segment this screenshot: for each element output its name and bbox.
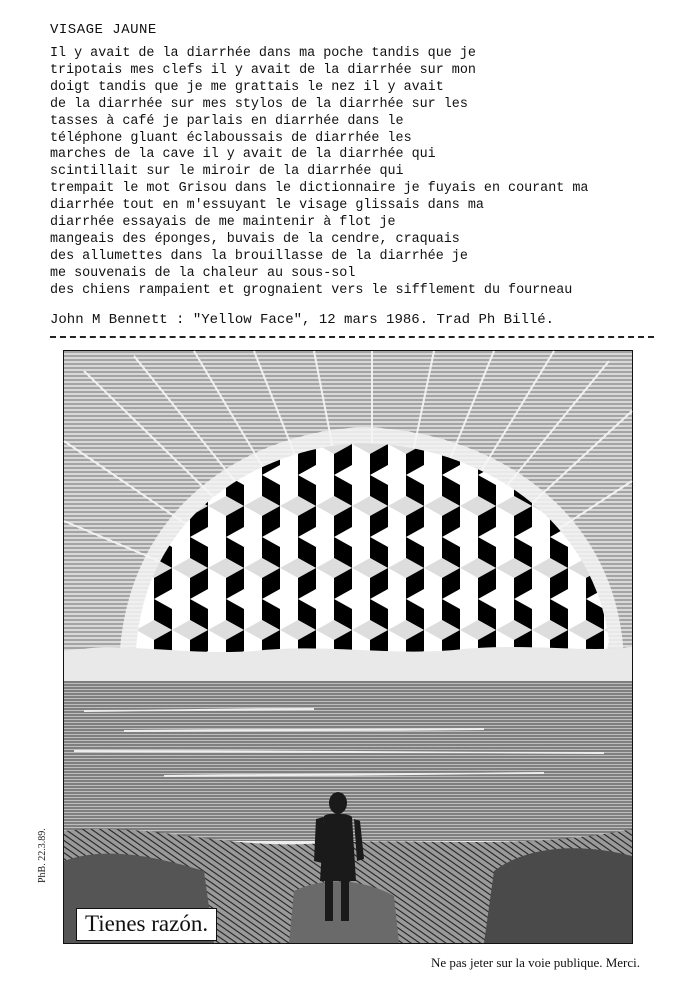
poem-line: Il y avait de la diarrhée dans ma poche tandis que je (50, 46, 476, 61)
poem-line: tasses à café je parlais en diarrhée dans le (50, 113, 404, 129)
poem-body (50, 46, 670, 300)
poem-line: de la diarrhée sur mes stylos de la diarrhée sur les (50, 96, 468, 112)
poem-line: des allumettes dans la brouillasse de la diarrhée je (50, 248, 468, 264)
collage-illustration (37, 350, 633, 944)
poem-line: diarrhée essayais de me maintenir à flot je (50, 215, 396, 231)
poem-line: doigt tandis que je me grattais le nez il y avait (50, 79, 444, 95)
poem-line: me souvenais de la chaleur au sous-sol (50, 265, 356, 281)
poem-line: tripotais mes clefs il y avait de la diarrhée sur mon (50, 62, 476, 78)
poem-line: scintillait sur le miroir de la diarrhée qui (50, 164, 404, 180)
poem-line: diarrhée tout en m'essuyant le visage glissais dans ma (50, 198, 484, 214)
poem-line: marches de la cave il y avait de la diarrhée qui (50, 147, 436, 163)
artist-signature: PhB. 22.3.89. (37, 828, 48, 883)
image-caption: Tienes razón. (76, 908, 217, 941)
poem-title: VISAGE JAUNE (50, 22, 157, 38)
poem-line: mangeais des éponges, buvais de la cendre, craquais (50, 231, 460, 247)
footer-notice: Ne pas jeter sur la voie publique. Merci. (430, 955, 640, 970)
engraving-artwork (64, 351, 632, 943)
poem-line: des chiens rampaient et grognaient vers le sifflement du fourneau (50, 282, 573, 298)
poem-credit: John M Bennett : "Yellow Face", 12 mars 1986. Trad Ph Billé. (50, 312, 555, 328)
poem-line: trempait le mot Grisou dans le dictionnaire je fuyais en courant ma (50, 181, 589, 197)
dashed-divider (50, 336, 654, 338)
poem-line: téléphone gluant éclaboussais de diarrhée les (50, 130, 412, 146)
